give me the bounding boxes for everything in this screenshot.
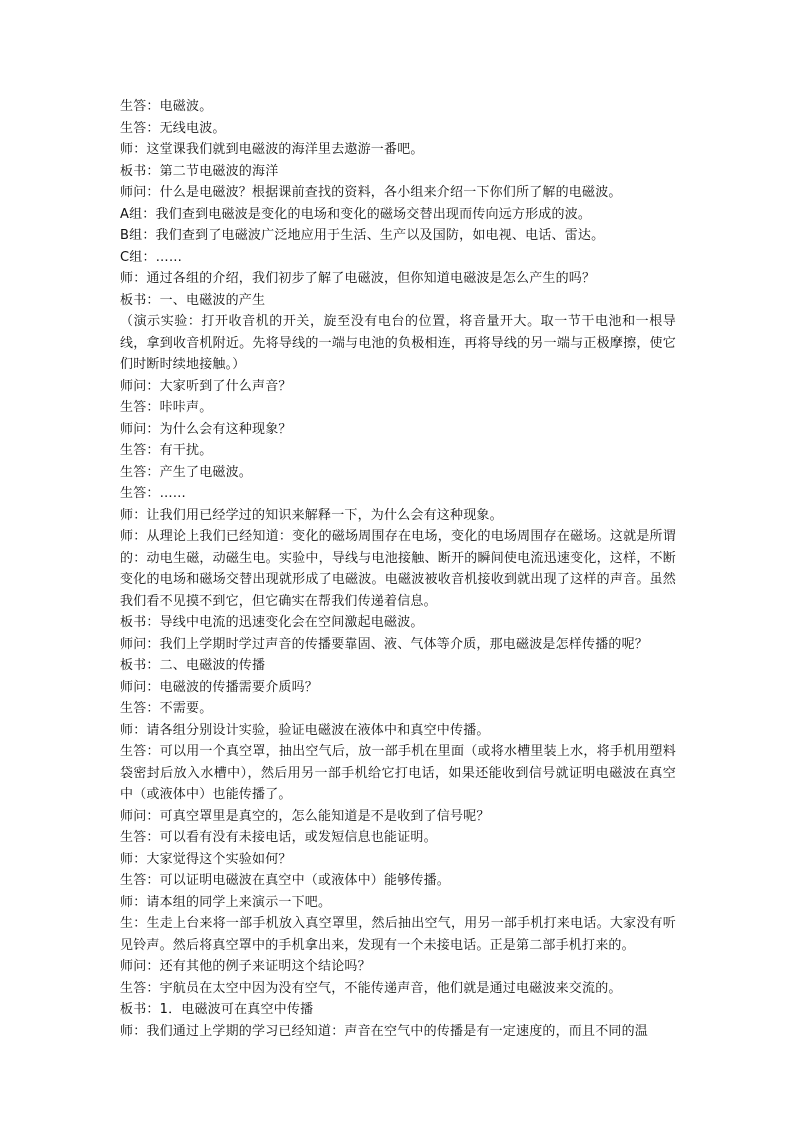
- text-line: 生答：产生了电磁波。: [120, 464, 253, 480]
- text-line: 师：请本组的同学上来演示一下吧。: [120, 894, 332, 910]
- document-body: [120, 96, 676, 1042]
- text-line: C组：……: [120, 249, 183, 265]
- text-line: 师问：还有其他的例子来证明这个结论吗？: [120, 959, 371, 974]
- text-line: 师问：电磁波的传播需要介质吗？: [120, 679, 319, 695]
- text-line: 生答：不需要。: [120, 701, 213, 716]
- text-line: 师问：我们上学期时学过声音的传播要靠固、液、气体等介质，那电磁波是怎样传播的呢？: [120, 636, 649, 652]
- text-line: 师：通过各组的介绍，我们初步了解了电磁波，但你知道电磁波是怎么产生的吗？: [120, 271, 596, 286]
- demo-result-paragraph: 生：生走上台来将一部手机放入真空罩里，然后抽出空气，用另一部手机打来电话。大家没有听见铃声。然后将真空罩中的手机拿出来，发现有一个未接电话。正是第二部手机打来的。: [120, 916, 676, 953]
- text-line: 生答：可以证明电磁波在真空中（或液体中）能够传播。: [120, 873, 451, 888]
- text-line: 师：请各组分别设计实验，验证电磁波在液体中和真空中传播。: [120, 722, 490, 738]
- experiment-paragraph: 生答：可以用一个真空罩，抽出空气后，放一部手机在里面（或将水槽里装上水，将手机用塑料袋密封后放入水槽中），然后用另一部手机给它打电话，如果还能收到信号就证明电磁波在真空中（或液体中）也能传播了。: [120, 744, 676, 802]
- text-line: 师问：可真空罩里是真空的，怎么能知道是不是收到了信号呢？: [120, 808, 490, 824]
- text-line: 生答：……: [120, 486, 187, 501]
- text-line: 生答：电磁波。: [120, 99, 213, 114]
- text-line: 师：我们通过上学期的学习已经知道：声音在空气中的传播是有一定速度的，而且不同的温: [120, 1023, 649, 1039]
- demo-paragraph: （演示实验：打开收音机的开关，旋至没有电台的位置，将音量开大。取一节干电池和一根导线，拿到收音机附近。先将导线的一端与电池的负极相连，再将导线的另一端与正极摩擦，使它们时断时续地接触。）: [120, 314, 676, 372]
- text-line: 生答：咔咔声。: [120, 400, 213, 415]
- text-line: 生答：有干扰。: [120, 443, 213, 458]
- text-line: 师：大家觉得这个实验如何？: [120, 851, 292, 867]
- text-line: 师：这堂课我们就到电磁波的海洋里去遨游一番吧。: [120, 142, 424, 157]
- text-line: 师问：为什么会有这种现象？: [120, 421, 292, 437]
- board-note: 板书：二、电磁波的传播: [120, 658, 266, 673]
- board-note: 板书：导线中电流的迅速变化会在空间激起电磁波。: [120, 615, 424, 630]
- board-note: 板书：一、电磁波的产生: [120, 292, 266, 308]
- text-line: 生答：宇航员在太空中因为没有空气，不能传递声音，他们就是通过电磁波来交流的。: [120, 980, 622, 996]
- board-note: 板书：第二节电磁波的海洋: [120, 163, 279, 179]
- text-line: A组：我们查到电磁波是变化的电场和变化的磁场交替出现而传向远方形成的波。: [120, 206, 592, 222]
- explanation-paragraph: 师：从理论上我们已经知道：变化的磁场周围存在电场，变化的电场周围存在磁场。这就是所谓的：动电生磁，动磁生电。实验中，导线与电池接触、断开的瞬间使电流迅速变化，这样，不断变化的电场和磁场交替出现就形成了电磁波。电磁波被收音机接收到就出现了这样的声音。虽然我们看不见摸不到它，但它确实在帮我们传递着信息。: [120, 529, 676, 609]
- text-line: B组：我们查到了电磁波广泛地应用于生活、生产以及国防，如电视、电话、雷达。: [120, 228, 605, 243]
- text-line: 生答：可以看有没有未接电话，或发短信息也能证明。: [120, 830, 437, 845]
- text-line: 师问：大家听到了什么声音？: [120, 378, 292, 394]
- text-line: 师问：什么是电磁波？根据课前查找的资料，各小组来介绍一下你们所了解的电磁波。: [120, 185, 622, 200]
- text-line: 生答：无线电波。: [120, 120, 226, 136]
- text-line: 师：让我们用已经学过的知识来解释一下，为什么会有这种现象。: [120, 507, 503, 523]
- board-note: 板书：1．电磁波可在真空中传播: [120, 1002, 314, 1017]
